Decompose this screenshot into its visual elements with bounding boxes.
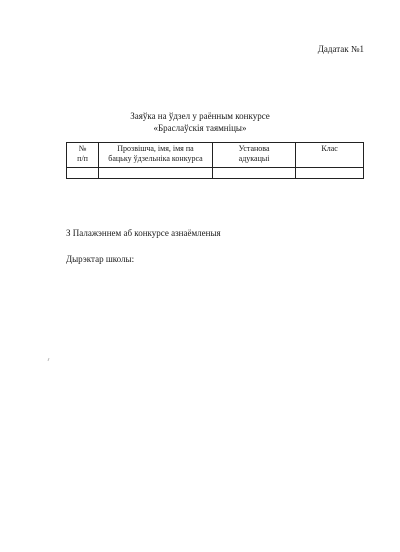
form-title-line-1: Заяўка на ўдзел у раённым конкурсе <box>130 111 270 121</box>
form-title <box>0 110 400 134</box>
scan-speck <box>48 358 50 361</box>
header-full-name-line-1: Прозвішча, імя, імя па <box>117 144 194 153</box>
header-institution <box>212 143 295 168</box>
table-row <box>67 168 364 179</box>
cell-full-name <box>99 168 213 179</box>
acknowledgement-statement: З Палажэннем аб конкурсе азнаёмленыя <box>66 228 221 238</box>
header-full-name <box>99 143 213 168</box>
header-number-line-1: № <box>78 144 87 153</box>
table-header-row <box>67 143 364 168</box>
header-institution-line-2: адукацыі <box>238 154 270 163</box>
cell-number <box>67 168 99 179</box>
header-grade <box>296 143 364 168</box>
header-number <box>67 143 99 168</box>
form-title-line-2: «Браслаўскія таямніцы» <box>153 123 247 133</box>
director-signature-line: Дырэктар школы: <box>66 254 135 264</box>
application-table <box>66 142 364 179</box>
header-institution-line-1: Установа <box>238 144 270 153</box>
header-grade-line-1: Клас <box>321 144 338 153</box>
cell-institution <box>212 168 295 179</box>
header-full-name-line-2: бацьку ўдзельніка конкурса <box>108 154 203 163</box>
cell-grade <box>296 168 364 179</box>
header-number-line-2: п/п <box>77 154 88 163</box>
annex-label: Дадатак №1 <box>317 44 364 54</box>
